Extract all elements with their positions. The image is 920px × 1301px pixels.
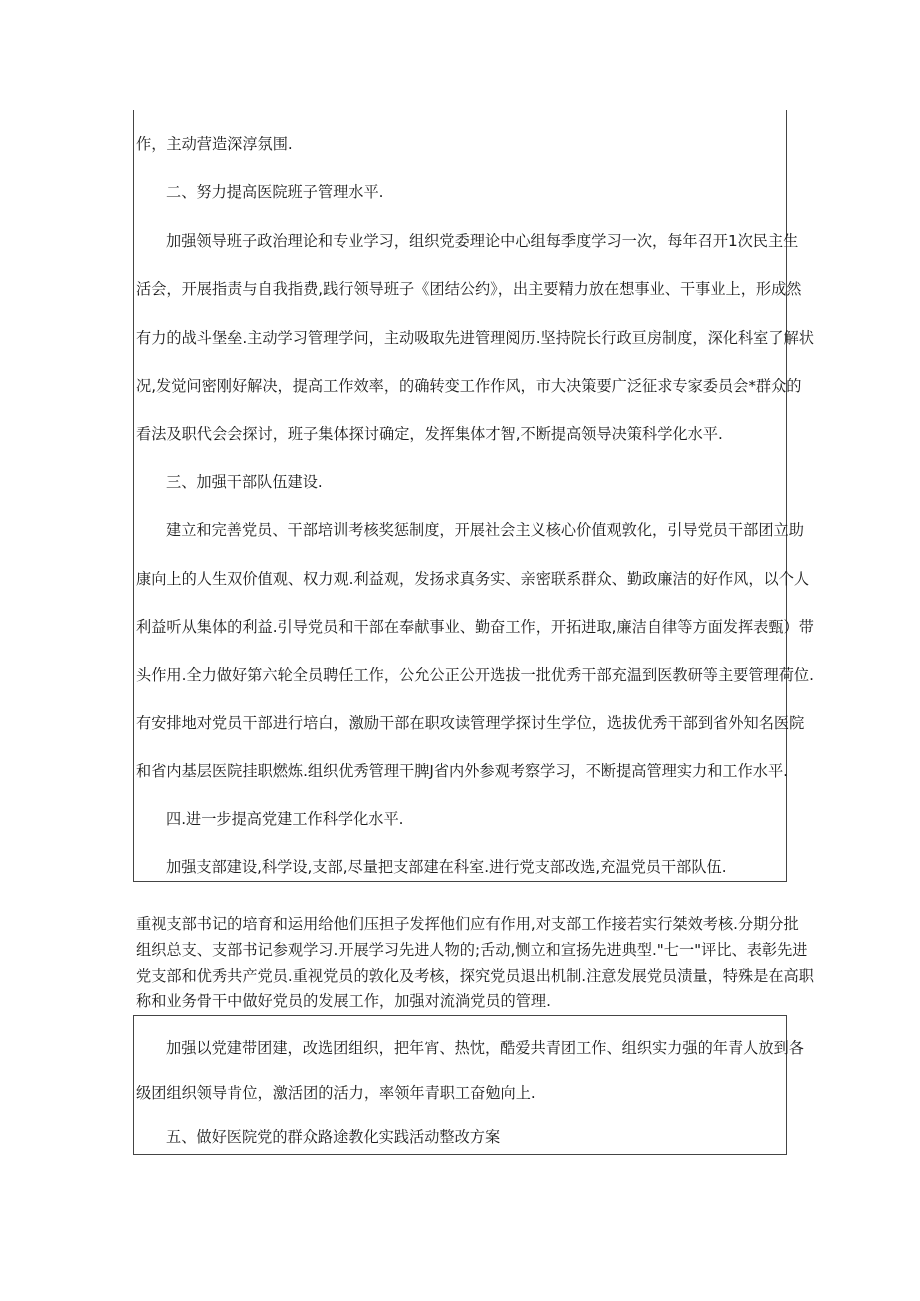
paragraph-line: 头作用.全力做好第六轮全员聘任工作，公允公正公开选拔一批优秀干部充温到医教研等主要管理荷位. xyxy=(136,666,814,684)
box1-left-border xyxy=(133,110,134,882)
paragraph-line: 看法及职代会会探讨，班子集体探讨确定，发挥集体才智,不断提高领导决策科学化水平. xyxy=(136,425,723,443)
paragraph-line: 称和业务骨干中做好党员的发展工作，加强对流淌党员的管理. xyxy=(136,992,551,1010)
paragraph-line: 加强以党建带团建，改选团组织，把年宵、热忱，酷爱共青团工作、组织实力强的年青人放到各 xyxy=(166,1039,804,1057)
paragraph-line: 况,发觉问密刚好解决，提高工作效率，的确转变工作作风，市大决策要广泛征求专家委员会*群众的 xyxy=(136,377,802,395)
paragraph-line: 加强领导班子政治理论和专业学习，组织党委理论中心组每季度学习一次，每年召开1次民主生 xyxy=(166,232,799,250)
paragraph-line: 级团组织领导肯位，激活团的活力，率领年青职工奋勉向上. xyxy=(136,1084,536,1102)
paragraph-line: 加强支部建设,科学设,支部,尽量把支部建在科室.进行党支部改选,充温党员干部队伍. xyxy=(166,858,727,876)
paragraph-line: 重视支部书记的培育和运用给他们压担子发挥他们应有作用,对支部工作接若实行桀效考核.分期分批 xyxy=(136,915,799,933)
paragraph-line: 作，主动营造深淳氛围. xyxy=(136,135,293,153)
paragraph-line: 活会，开展指责与自我指费,践行领导班子《团结公约》，出主要精力放在想事业、干事业上，形成然 xyxy=(136,280,802,298)
box1-bottom-border xyxy=(133,881,787,882)
section-heading-5: 五、做好医院党的群众路途教化实践活动整改方案 xyxy=(166,1128,501,1146)
section-heading-4: 四.进一步提高党建工作科学化水平. xyxy=(166,810,404,828)
paragraph-line: 有力的战斗堡垒.主动学习管理学问，主动吸取先进管理阅历.坚持院长行政亘房制度，深化科室了解状 xyxy=(136,329,814,347)
paragraph-line: 组织总支、支部书记参观学习.开展学习先进人物的;舌动,恻立和宣扬先进典型."七一"评比、表彰先进 xyxy=(136,941,808,959)
paragraph-line: 和省内基层医院挂职燃炼.组织优秀管理干脾J省内外参观考察学习，不断提高管理实力和工作水平. xyxy=(136,762,789,780)
section-heading-2: 二、努力提高医院班子管理水平. xyxy=(166,183,384,201)
section-heading-3: 三、加强干部队伍建设. xyxy=(166,473,323,491)
paragraph-line: 建立和完善党员、干部培训考核奖惩制度，开展社会主义核心价值观敦化，引导党员干部团立助 xyxy=(166,521,804,539)
paragraph-line: 有安排地对党员干部进行培白，激励干部在职攻读管理学探讨生学位，选拔优秀干部到省外知名医院 xyxy=(136,714,805,732)
paragraph-line: 康向上的人生双价值观、权力观.利益观，发扬求真务实、亲密联系群众、勤政廉洁的好作风，以个人 xyxy=(136,570,810,588)
paragraph-line: 党支部和优秀共产党员.重视党员的敦化及考核，探究党员退出机制.注意发展党员渍量，特殊是在高职 xyxy=(136,967,814,985)
paragraph-line: 利益听从集体的利益.引导党员和干部在奉献事业、勤奋工作，开拓进取,廉洁自律等方面发挥表甄）带 xyxy=(136,618,814,636)
